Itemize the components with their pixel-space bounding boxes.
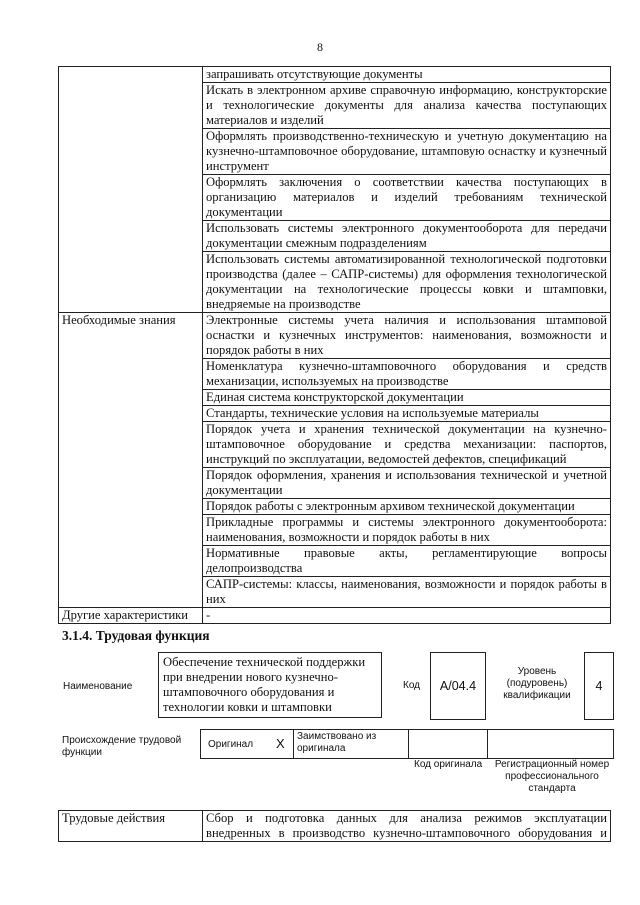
code-value: A/04.4	[439, 679, 477, 693]
knowledge-item: Стандарты, технические условия на используемые материалы	[203, 406, 611, 422]
actions-label: Трудовые действия	[59, 811, 203, 842]
action-item: Сбор и подготовка данных для анализа режимов эксплуатации внедренных в производство кузнечно-штамповочного оборудования и	[203, 811, 611, 842]
skill-item: Использовать системы электронного документооборота для передачи документации смежным подразделениям	[203, 221, 611, 252]
other-label: Другие характеристики	[59, 608, 203, 624]
skill-item: Использовать системы автоматизированной технологической подготовки производства (далее – САПР-системы) для оформления технологической документации на технологические процессы ковки и штамповки, внедряемые на производстве	[203, 252, 611, 313]
skill-item: Искать в электронном архиве справочную информацию, конструкторские и технологические документы для анализа качества поступающих материалов и изделий	[203, 83, 611, 129]
code-box	[430, 652, 486, 720]
function-name-box	[158, 652, 382, 718]
origin-label: Происхождение трудовой функции	[62, 735, 182, 758]
actions-table	[58, 810, 611, 842]
skills-knowledge-table	[58, 66, 611, 624]
knowledge-item: Единая система конструкторской документации	[203, 390, 611, 406]
original-mark: X	[276, 736, 285, 751]
borrowed-label: Заимствовано из оригинала	[297, 731, 377, 754]
skill-item: Оформлять заключения о соответствии качества поступающих в организацию материалов и изделий требованиям технической документации	[203, 175, 611, 221]
knowledge-item: Порядок работы с электронным архивом технической документации	[203, 499, 611, 515]
origin-divider	[487, 729, 488, 758]
knowledge-item: Порядок учета и хранения технической документации на кузнечно-штамповочное оборудование и средства механизации: паспортов, инструкций по эксплуатации, ведомостей дефектов, спецификаций	[203, 422, 611, 468]
skills-label-cell	[59, 67, 203, 313]
skill-item: запрашивать отсутствующие документы	[203, 67, 611, 83]
knowledge-item: Порядок оформления, хранения и использования технической и учетной документации	[203, 468, 611, 499]
origin-divider	[408, 729, 409, 758]
code-label: Код	[403, 680, 421, 691]
function-name: Обеспечение технической поддержки при внедрении нового кузнечно-штамповочного оборудования и технологии ковки и штамповки	[163, 655, 366, 714]
level-label: Уровень (подуровень) квалификации	[503, 666, 571, 701]
knowledge-label: Необходимые знания	[59, 313, 203, 608]
knowledge-item: Электронные системы учета наличия и использования штамповой оснастки и кузнечных инструментов: наименования, возможности и порядок работы в них	[203, 313, 611, 359]
original-label: Оригинал	[208, 739, 254, 750]
page-number: 8	[317, 40, 323, 54]
reg-number-label: Регистрационный номер профессионального стандарта	[494, 759, 610, 794]
other-value: -	[203, 608, 611, 624]
knowledge-item: Прикладные программы и системы электронного документооборота: наименования, возможности и порядок работы в них	[203, 515, 611, 546]
origin-grid	[200, 729, 614, 759]
level-value: 4	[595, 679, 603, 693]
knowledge-item: Нормативные правовые акты, регламентирующие вопросы делопроизводства	[203, 546, 611, 577]
level-box	[584, 652, 614, 720]
knowledge-item: САПР-системы: классы, наименования, возможности и порядок работы в них	[203, 577, 611, 608]
name-label: Наименование	[63, 681, 133, 692]
origin-divider	[293, 729, 294, 758]
skill-item: Оформлять производственно-техническую и учетную документацию на кузнечно-штамповочное оборудование, штамповую оснастку и кузнечный инструмент	[203, 129, 611, 175]
knowledge-item: Номенклатура кузнечно-штамповочного оборудования и средств механизации, используемых на производстве	[203, 359, 611, 390]
code-original-label: Код оригинала	[414, 759, 483, 770]
section-title: 3.1.4. Трудовая функция	[62, 628, 210, 643]
